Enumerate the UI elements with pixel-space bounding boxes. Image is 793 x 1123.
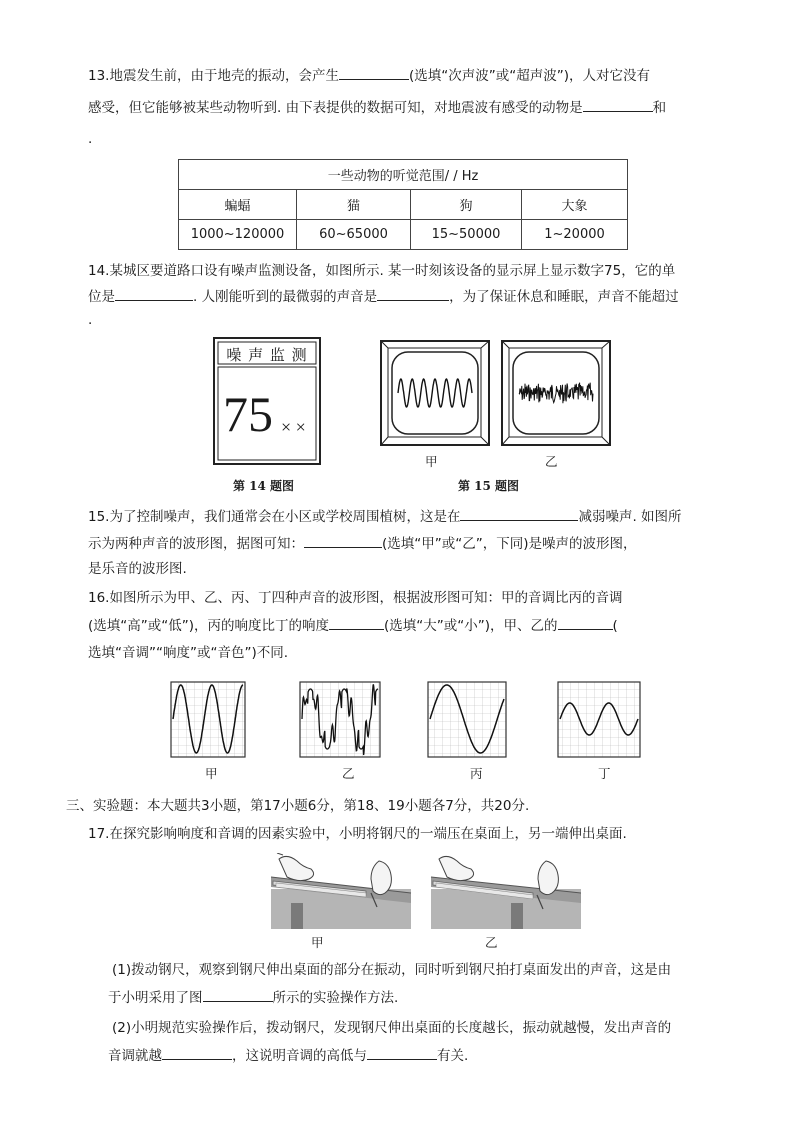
fig16-label-jia: 甲 xyxy=(205,766,218,781)
table-header-cell: 狗 xyxy=(411,190,522,220)
table-cell: 15~50000 xyxy=(411,220,522,250)
table-cell: 1~20000 xyxy=(522,220,628,250)
q13-blank-1[interactable] xyxy=(339,66,409,80)
q14-blank-1[interactable] xyxy=(115,287,193,301)
monitor-header: 噪 声 监 测 xyxy=(226,346,308,364)
q14-blank-2[interactable] xyxy=(377,287,449,301)
fig16-label-bing: 丙 xyxy=(470,766,483,781)
waveform-jia xyxy=(171,682,245,757)
hearing-range-table xyxy=(178,159,628,250)
q17-p2-line2: 音调就越 ，这说明音调的高低与 有关. xyxy=(108,1048,469,1064)
q14-line1: 14.某城区要道路口设有噪声监测设备，如图所示. 某一时刻该设备的显示屏上显示数字75，它的单 xyxy=(88,263,676,279)
q13-line1: 13.地震发生前，由于地壳的振动，会产生 (选填“次声波”或“超声波”)，人对它没有 xyxy=(88,68,650,84)
waveforms-figure xyxy=(170,681,645,761)
table-title: 一些动物的听觉范围/ / Hz xyxy=(179,160,628,190)
oscilloscopes-figure xyxy=(380,340,620,448)
q16-blank-1[interactable] xyxy=(329,616,384,630)
q15-line2: 示为两种声音的波形图，据图可知： (选填“甲”或“乙”，下同)是噪声的波形图， xyxy=(88,536,637,552)
monitor-value: 75 xyxy=(223,386,273,442)
table-header-cell: 猫 xyxy=(297,190,411,220)
q14-line3: . xyxy=(88,312,93,328)
table-header-cell: 蝙蝠 xyxy=(179,190,297,220)
fig17-label-yi: 乙 xyxy=(485,935,498,950)
table-header-cell: 大象 xyxy=(522,190,628,220)
q16-blank-2[interactable] xyxy=(558,616,613,630)
fig16-label-ding: 丁 xyxy=(598,766,611,781)
fig17-label-jia: 甲 xyxy=(311,935,324,950)
q14-line2: 位是 . 人刚能听到的最微弱的声音是 ，为了保证休息和睡眠，声音不能超过 xyxy=(88,289,679,305)
fig15-label-b: 乙 xyxy=(545,454,558,469)
q16-line1: 16.如图所示为甲、乙、丙、丁四种声音的波形图，根据波形图可知：甲的音调比丙的音调 xyxy=(88,590,623,606)
ruler-experiment-figure xyxy=(271,853,581,929)
q15-line1: 15.为了控制噪声，我们通常会在小区或学校周围植树，这是在 减弱噪声. 如图所 xyxy=(88,509,682,525)
table-row xyxy=(179,220,628,250)
q15-line3: 是乐音的波形图. xyxy=(88,561,187,577)
monitor-unit: × × xyxy=(281,417,306,437)
fig15-caption: 第 15 题图 xyxy=(458,479,520,493)
waveform-bing xyxy=(428,682,506,757)
q16-line3: 选填“音调”“响度”或“音色”)不同. xyxy=(88,645,289,661)
q17-blank-1[interactable] xyxy=(203,988,273,1002)
section3-heading: 三、实验题：本大题共3小题，第17小题6分，第18、19小题各7分，共20分. xyxy=(66,798,530,814)
q15-blank-2[interactable] xyxy=(304,534,382,548)
ruler-panel-jia xyxy=(271,853,411,929)
waveform-ding xyxy=(558,682,640,757)
q17-blank-2[interactable] xyxy=(162,1046,232,1060)
noise-monitor-figure xyxy=(213,337,321,465)
waveform-yi xyxy=(300,682,380,757)
q15-blank-1[interactable] xyxy=(460,507,578,521)
q13-line3: . xyxy=(88,131,93,147)
q13-blank-2[interactable] xyxy=(583,98,653,112)
fig15-label-a: 甲 xyxy=(425,454,438,469)
q17-blank-3[interactable] xyxy=(367,1046,437,1060)
ruler-panel-yi xyxy=(431,856,581,929)
q17-p1-line1: (1)拨动钢尺，观察到钢尺伸出桌面的部分在振动，同时听到钢尺拍打桌面发出的声音，这是由 xyxy=(112,962,672,978)
fig16-label-yi: 乙 xyxy=(342,766,355,781)
q16-line2: (选填“高”或“低”)，丙的响度比丁的响度 (选填“大”或“小”)，甲、乙的 ( xyxy=(88,618,618,634)
table-cell: 60~65000 xyxy=(297,220,411,250)
q17-p1-line2: 于小明采用了图 所示的实验操作方法. xyxy=(108,990,399,1006)
table-cell: 1000~120000 xyxy=(179,220,297,250)
q17-intro: 17.在探究影响响度和音调的因素实验中，小明将钢尺的一端压在桌面上，另一端伸出桌面. xyxy=(88,826,627,842)
q13-line2: 感受，但它能够被某些动物听到. 由下表提供的数据可知，对地震波有感受的动物是 和 xyxy=(88,100,667,116)
table-header-row xyxy=(179,190,628,220)
fig14-caption: 第 14 题图 xyxy=(233,479,295,493)
q17-p2-line1: (2)小明规范实验操作后，拨动钢尺，发现钢尺伸出桌面的长度越长，振动就越慢，发出声音的 xyxy=(112,1020,672,1036)
